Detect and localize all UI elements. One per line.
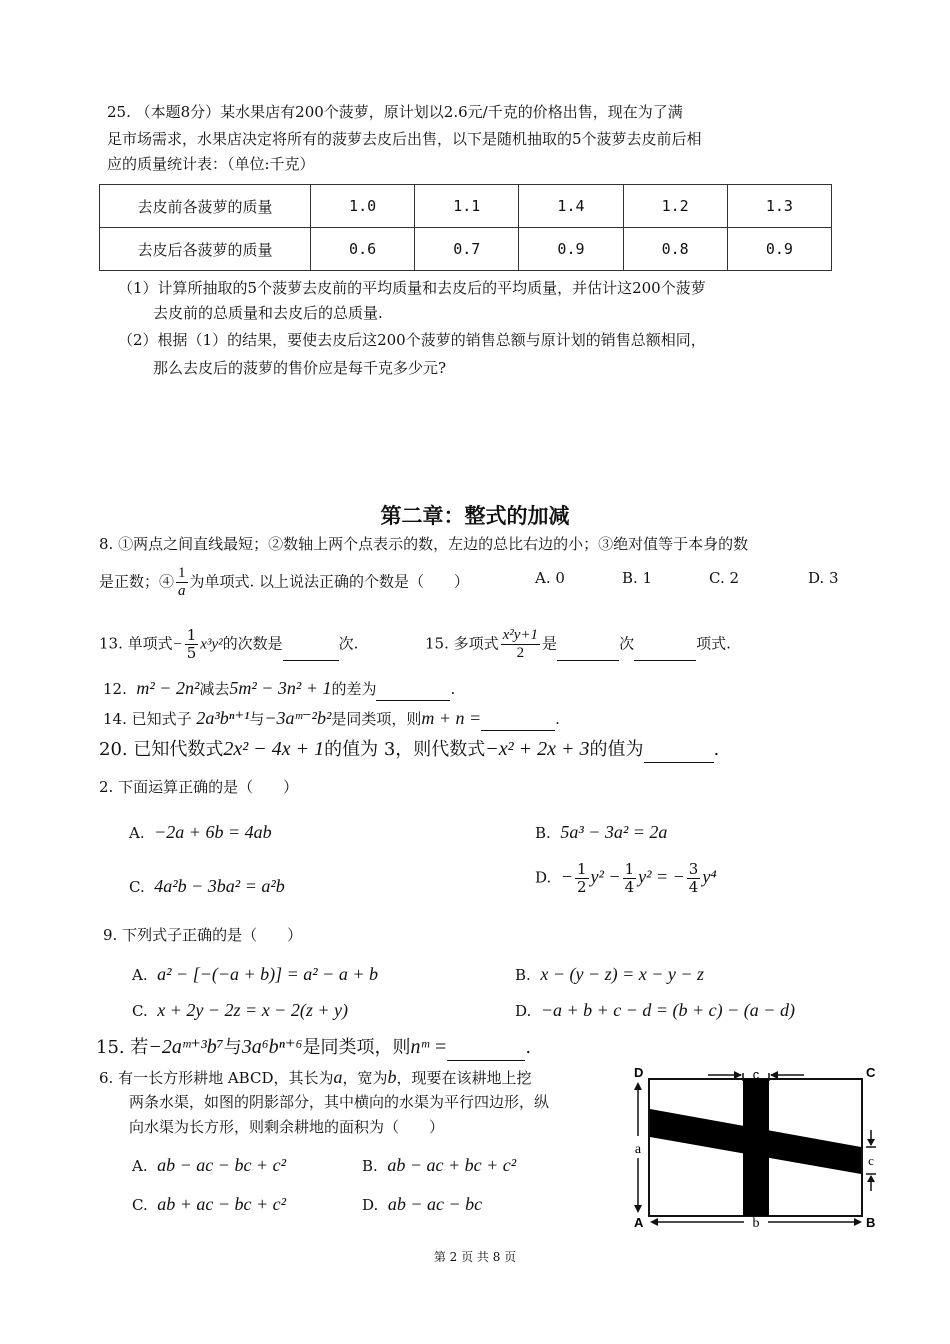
q12 <box>103 676 455 701</box>
q2-option-a: A. −2a + 6b = 4ab <box>129 822 272 842</box>
q15a-blank-1[interactable] <box>557 642 619 661</box>
q15a-blank-2[interactable] <box>634 642 696 661</box>
label-a: a <box>634 1142 642 1157</box>
q15b-expr2: 3a⁶bⁿ⁺⁶ <box>241 1036 303 1058</box>
arrow-right-icon <box>734 1071 742 1079</box>
table-cell: 0.6 <box>311 228 415 271</box>
q15b-answer-blank[interactable] <box>447 1040 525 1061</box>
q25-part1-line2: 去皮前的总质量和去皮后的总质量. <box>153 304 383 322</box>
q9-option-b: B. x − (y − z) = x − y − z <box>515 964 705 984</box>
table-row-label: 去皮后各菠萝的质量 <box>100 228 311 271</box>
label-c-top: c <box>752 1067 760 1082</box>
q13-neg: − <box>172 636 183 653</box>
q8-option-a: A. 0 <box>535 569 565 587</box>
q9-option-c: C. x + 2y − 2z = x − 2(z + y) <box>132 1000 348 1020</box>
q15b-tail: . <box>525 1037 532 1058</box>
q25-intro-line1: 25. （本题8分）某水果店有200个菠萝，原计划以2.6元/千克的价格出售，现在为了满 <box>107 103 683 121</box>
q25-part2-line2: 那么去皮后的菠萝的售价应是每千克多少元? <box>153 359 447 377</box>
q20-post: 的值为 <box>589 739 644 760</box>
corner-label-a: A <box>634 1215 644 1230</box>
table-cell: 1.4 <box>519 185 623 228</box>
q12-mid: 减去 <box>199 680 230 698</box>
q25-mass-table <box>99 184 832 271</box>
q12-expr2: 5m² − 3n² + 1 <box>229 678 332 698</box>
q13-answer-blank[interactable] <box>283 642 339 661</box>
arrow-down-icon <box>634 1205 642 1213</box>
table-cell: 0.9 <box>519 228 623 271</box>
q14-expr2: −3aᵐ⁻²b² <box>264 708 332 728</box>
label-b: b <box>752 1216 760 1231</box>
q15b-mid: 与 <box>223 1037 242 1058</box>
q8-line1: 8. ①两点之间直线最短；②数轴上两个点表示的数，左边的总比右边的小；③绝对值等于本身的数 <box>99 535 749 553</box>
table-cell: 1.1 <box>415 185 519 228</box>
q15a-tail: 项式. <box>696 634 731 653</box>
q2-stem: 2. 下面运算正确的是（ ） <box>99 778 299 796</box>
table-cell: 0.9 <box>727 228 831 271</box>
corner-label-c: C <box>866 1065 876 1080</box>
q13-tail: 次. <box>338 634 359 653</box>
q25-part2-line1: （2）根据（1）的结果，要使去皮后这200个菠萝的销售总额与原计划的销售总额相同， <box>118 331 706 349</box>
corner-label-b: B <box>866 1215 876 1230</box>
q15b-pre: 15. 若 <box>96 1037 149 1058</box>
q9-option-d: D. −a + b + c − d = (b + c) − (a − d) <box>515 1000 795 1020</box>
q20-mid: 的值为 3，则代数式 <box>324 739 486 760</box>
q25-part1-line1: （1）计算所抽取的5个菠萝去皮前的平均质量和去皮后的平均质量，并估计这200个菠萝 <box>118 279 706 297</box>
q6-line2: 两条水渠，如图的阴影部分，其中横向的水渠为平行四边形，纵 <box>129 1093 550 1111</box>
arrow-left-icon <box>650 1218 658 1226</box>
q6-option-d: D. ab − ac − bc <box>362 1194 483 1214</box>
q14-expr1: 2a³bⁿ⁺¹ <box>196 708 250 728</box>
q15b <box>96 1034 531 1061</box>
q14-expr3: m + n = <box>421 708 482 728</box>
q13-pre: 13. 单项式 <box>99 634 173 653</box>
q15a-pre: 15. 多项式 <box>425 634 499 653</box>
q14-mid: 与 <box>249 710 265 728</box>
q8-line2-pre: 是正数；④ <box>99 572 175 591</box>
arrow-right-icon <box>854 1218 862 1226</box>
q8-option-b: B. 1 <box>622 569 653 587</box>
table-row <box>100 228 832 271</box>
q6-option-c: C. ab + ac − bc + c² <box>132 1194 287 1214</box>
q15b-expr1: −2aᵐ⁺³b⁷ <box>148 1036 224 1058</box>
arrow-down-icon <box>867 1139 875 1146</box>
q12-post: 的差为 <box>331 680 377 698</box>
q14-tail: . <box>555 710 560 728</box>
arrow-left-icon <box>770 1071 778 1079</box>
q13-post: 的次数是 <box>222 634 283 653</box>
q15a <box>425 628 731 661</box>
page-footer: 第 2 页 共 8 页 <box>433 1250 517 1264</box>
label-c-right: c <box>868 1153 874 1168</box>
q2-option-c: C. 4a²b − 3ba² = a²b <box>129 876 285 896</box>
table-cell: 0.7 <box>415 228 519 271</box>
table-cell: 1.2 <box>623 185 727 228</box>
q8-line2-post: 为单项式. 以上说法正确的个数是（ ） <box>189 572 470 591</box>
q20-expr2: −x² + 2x + 3 <box>485 738 590 760</box>
q6-field-figure <box>626 1062 886 1232</box>
q9-option-a: A. a² − [−(−a + b)] = a² − a + b <box>132 964 378 984</box>
q14-pre: 14. 已知式子 <box>103 710 192 728</box>
q15b-post: 是同类项，则 <box>302 1037 411 1058</box>
q15a-fraction: $\frac{\text{x²y+1}}{2}$ <box>502 627 539 661</box>
q13-expr: x³y² <box>200 636 223 653</box>
q14 <box>103 706 560 731</box>
corner-label-d: D <box>634 1065 644 1080</box>
q20 <box>99 736 719 763</box>
q12-expr1: m² − 2n² <box>136 678 200 698</box>
q8-line2 <box>99 566 469 599</box>
arrow-up-icon <box>634 1082 642 1090</box>
q25-intro-line2: 足市场需求，水果店决定将所有的菠萝去皮后出售，以下是随机抽取的5个菠萝去皮前后相 <box>107 130 702 148</box>
q25-intro-line3: 应的质量统计表：（单位:千克） <box>107 155 315 173</box>
arrow-up-icon <box>867 1175 875 1182</box>
table-cell: 1.0 <box>311 185 415 228</box>
vertical-canal <box>743 1079 769 1216</box>
q20-tail: . <box>713 739 720 760</box>
q2-option-b: B. 5a³ − 3a² = 2a <box>535 822 668 842</box>
q6-option-a: A. ab − ac − bc + c² <box>132 1155 286 1175</box>
q8-option-d: D. 3 <box>808 569 839 587</box>
q12-tail: . <box>450 680 456 698</box>
q20-answer-blank[interactable] <box>644 742 714 763</box>
q15b-expr3: nᵐ = <box>410 1036 448 1058</box>
table-cell: 0.8 <box>623 228 727 271</box>
q6-option-b: B. ab − ac + bc + c² <box>362 1155 517 1175</box>
q15a-mid2: 次 <box>619 634 635 653</box>
chapter-title: 第二章：整式的加减 <box>380 504 570 528</box>
q13-fraction: $\frac{1}{5}$ <box>186 626 197 662</box>
q6-line1: 6. 有一长方形耕地 ABCD，其长为a，宽为b，现要在该耕地上挖 <box>99 1067 532 1087</box>
q14-answer-blank[interactable] <box>481 712 555 731</box>
q13 <box>99 628 358 661</box>
q8-option-c: C. 2 <box>709 569 740 587</box>
q20-expr1: 2x² − 4x + 1 <box>223 738 325 760</box>
q9-stem: 9. 下列式子正确的是（ ） <box>103 926 303 944</box>
q20-pre: 20. 已知代数式 <box>99 739 224 760</box>
q8-fraction: $\frac{1}{a}$ <box>178 565 186 599</box>
table-row <box>100 185 832 228</box>
q15a-mid: 是 <box>542 634 558 653</box>
q12-answer-blank[interactable] <box>376 682 450 701</box>
table-row-label: 去皮前各菠萝的质量 <box>100 185 311 228</box>
q14-post: 是同类项，则 <box>331 710 422 728</box>
q12-pre: 12. <box>103 680 127 698</box>
q6-line3: 向水渠为长方形，则剩余耕地的面积为（ ） <box>129 1118 445 1136</box>
q2-option-d: D. − $\frac{1}{2}$ y² − $\frac{1}{4}$ y² = − $\frac{3}{4}$ y⁴ <box>535 860 717 896</box>
table-cell: 1.3 <box>727 185 831 228</box>
